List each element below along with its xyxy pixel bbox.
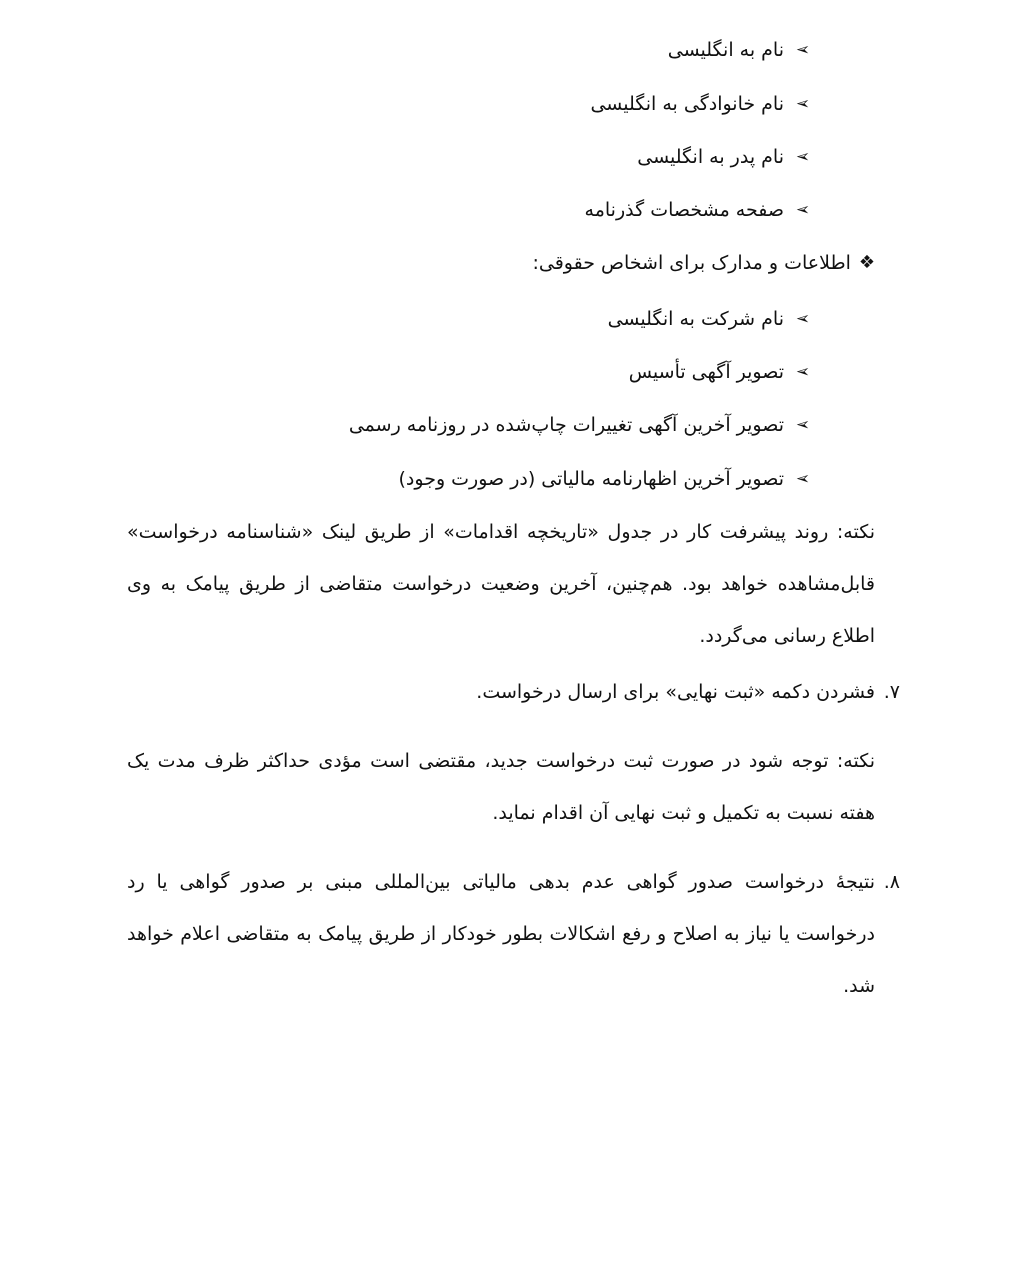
note-paragraph: نکته: روند پیشرفت کار در جدول «تاریخچه اقدامات» از طریق لینک «شناسنامه درخواست» قابل‌مشاهده خواهد بود. هم‌چنین، آخرین وضعیت درخواست متقاضی از طریق پیامک به وی اطلاع رسانی می‌گردد. — [127, 521, 875, 647]
numbered-step — [127, 856, 900, 1012]
list-item-text: تصویر آخرین اظهارنامه مالیاتی (در صورت وجود) — [398, 468, 784, 490]
arrowhead-bullet-icon: ➢ — [795, 415, 811, 435]
list-item-text: نام خانوادگی به انگلیسی — [590, 93, 784, 115]
section-heading-text: اطلاعات و مدارک برای اشخاص حقوقی: — [532, 252, 851, 274]
arrowhead-bullet-icon: ➢ — [795, 40, 811, 60]
list-item-text: تصویر آخرین آگهی تغییرات چاپ‌شده در روزنامه رسمی — [348, 414, 784, 436]
arrowhead-bullet-icon: ➢ — [795, 147, 811, 167]
arrowhead-bullet-icon: ➢ — [795, 469, 811, 489]
list-item — [608, 305, 812, 333]
note-paragraph: نکته: توجه شود در صورت ثبت درخواست جدید، مقتضی است مؤدی حداکثر ظرف مدت یک هفته نسبت به تکمیل و ثبت نهایی آن اقدام نماید. — [127, 750, 875, 824]
step-number: ۸. — [883, 871, 900, 893]
four-diamond-bullet-icon: ❖ — [858, 252, 875, 273]
list-item — [637, 143, 812, 171]
step-text: فشردن دکمه «ثبت نهایی» برای ارسال درخواست. — [476, 681, 875, 703]
arrowhead-bullet-icon: ➢ — [795, 309, 811, 329]
step-text: نتیجهٔ درخواست صدور گواهی عدم بدهی مالیاتی بین‌المللی مبنی بر صدور گواهی یا رد درخواست یا نیاز به اصلاح و رفع اشکالات بطور خودکار از طریق پیامک به متقاضی اعلام خواهد شد. — [127, 871, 875, 997]
list-item-text: نام به انگلیسی — [667, 39, 784, 61]
numbered-step — [127, 666, 900, 718]
list-item-text: تصویر آگهی تأسیس — [628, 361, 784, 383]
step-number: ۷. — [883, 681, 900, 703]
list-item — [585, 196, 812, 224]
list-item-text: صفحه مشخصات گذرنامه — [584, 199, 784, 221]
list-item-text: نام پدر به انگلیسی — [637, 146, 784, 168]
list-item-text: نام شرکت به انگلیسی — [607, 308, 784, 330]
list-item — [590, 90, 812, 118]
arrowhead-bullet-icon: ➢ — [795, 94, 811, 114]
list-item — [629, 358, 812, 386]
list-item — [399, 465, 812, 493]
arrowhead-bullet-icon: ➢ — [795, 200, 811, 220]
arrowhead-bullet-icon: ➢ — [795, 362, 811, 382]
section-heading — [532, 249, 875, 277]
list-item — [668, 36, 812, 64]
list-item — [349, 411, 812, 439]
